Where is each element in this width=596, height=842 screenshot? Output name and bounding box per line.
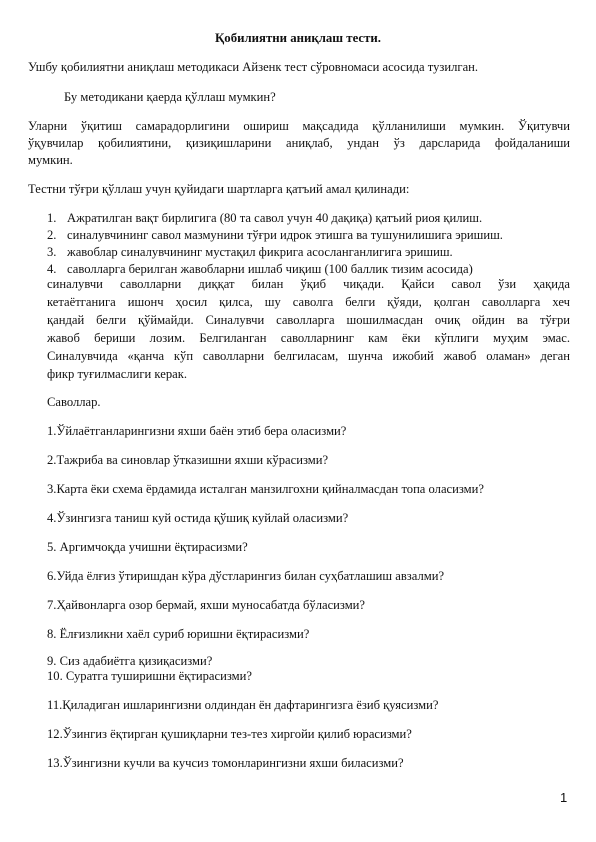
question-13: 13.Ўзингизни кучли ва кучсиз томонларингизни яхши биласизми? [47, 756, 404, 770]
rule-number: 3. [47, 245, 57, 259]
rule-item-2 [47, 227, 503, 244]
intro-text: Ушбу қобилиятни аниқлаш методикаси Айзенк тест сўровномаси асосида тузилган. [28, 60, 479, 74]
rule-item-1 [47, 210, 482, 227]
usage-line-3: мумкин. [28, 153, 73, 167]
rules-cont-line-1: синалувчи саволларни диққат билан ўқиб чиқади. Қайси савол ўзи ҳақида [47, 277, 570, 291]
rules-cont-line-5: Синалувчида «қанча кўп саволларни белгиласам, шунча ижобий жавоб оламан» деган [47, 349, 570, 363]
question-5: 5. Аргимчоқда учишни ёқтирасизми? [47, 540, 248, 554]
rule-text: жавоблар синалувчининг мустақил фикрига асосланганлигига эришиш. [67, 245, 453, 259]
page-number: 1 [560, 790, 568, 805]
rule-text: синалувчининг савол мазмунини тўғри идрок этишга ва тушунилишига эришиш. [67, 228, 503, 242]
rules-cont-line-3: қандай белги қўймайди. Синалувчи саволларга шошилмасдан очиқ ойдин ва тўғри [47, 313, 570, 327]
question-9: 9. Сиз адабиётга қизиқасизми? [47, 654, 213, 668]
rule-number: 1. [47, 211, 57, 225]
rule-number: 2. [47, 228, 57, 242]
rule-number: 4. [47, 262, 57, 276]
question-12: 12.Ўзингиз ёқтирган қушиқларни тез-тез хиргойи қилиб юрасизми? [47, 727, 412, 741]
question-10: 10. Суратга туширишни ёқтирасизми? [47, 669, 252, 683]
questions-heading: Саволлар. [47, 395, 101, 409]
question-8: 8. Ёлғизликни хаёл суриб юришни ёқтирасизми? [47, 627, 310, 641]
rule-text: Ажратилган вақт бирлигига (80 та савол учун 40 дақиқа) қатъий риоя қилиш. [67, 211, 483, 225]
question-6: 6.Уйда ёлғиз ўтиришдан кўра дўстларингиз билан суҳбатлашиш авзалми? [47, 569, 445, 583]
question-7: 7.Ҳайвонларга озор бермай, яхши муносабатда бўласизми? [47, 598, 366, 612]
page-title: Қобилиятни аниқлаш тести. [215, 31, 381, 45]
question-1: 1.Ўйлаётганларингизни яхши баён этиб бера оласизми? [47, 424, 347, 438]
rule-text: саволларга берилган жавобларни ишлаб чиқиш (100 баллик тизим асосида) [67, 262, 473, 276]
question-2: 2.Тажриба ва синовлар ўтказишни яхши кўрасизми? [47, 453, 329, 467]
rules-cont-line-6: фикр туғилмаслиги керак. [47, 367, 187, 381]
rules-intro: Тестни тўғри қўллаш учун қуйидаги шартларга қатъий амал қилинади: [28, 182, 410, 196]
question-11: 11.Қиладиган ишларингизни олдиндан ён дафтарингизга ёзиб қуясизми? [47, 698, 439, 712]
question-4: 4.Ўзингизга таниш куй остида қўшиқ куйлай оласизми? [47, 511, 349, 525]
usage-line-2: ўқувчилар қобилиятини, қизиқишларини аниқлаб, ундан ўз дарсларида фойдаланиши [28, 136, 570, 150]
rule-item-3 [47, 244, 453, 261]
rules-cont-line-2: кетаётганига ишонч ҳосил қилса, шу саволга белги қўяди, қолган саволларга хеч [47, 295, 570, 309]
question-3: 3.Карта ёки схема ёрдамида исталган манзилгохни қийналмасдан топа оласизми? [47, 482, 484, 496]
usage-question: Бу методикани қаерда қўллаш мумкин? [64, 90, 276, 104]
usage-line-1: Уларни ўқитиш самарадорлигини ошириш мақсадида қўлланилиши мумкин. Ўқитувчи [28, 119, 570, 133]
rules-cont-line-4: жавоб бериши лозим. Белгиланган саволларнинг кам ёки кўплиги муҳим эмас. [47, 331, 570, 345]
